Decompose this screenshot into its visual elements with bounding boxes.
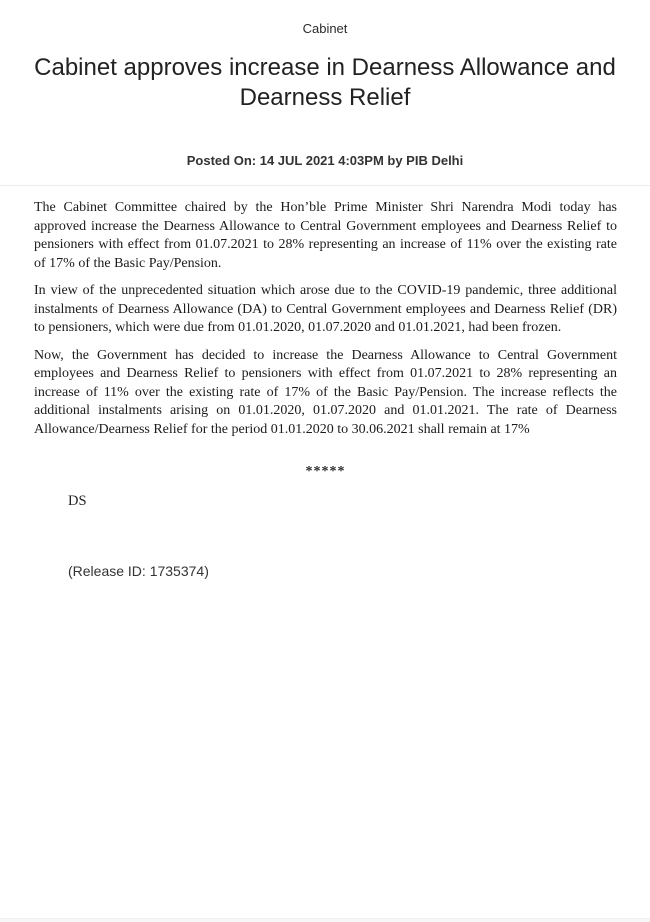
paragraph-3: Now, the Government has decided to increase the Dearness Allowance to Central Government employees and Dearness Relief to pensioners with effect from 01.07.2021 to 28% representing an increase of 11% over the existing rate of 17% of the Basic Pay/Pension. The increase reflects the additional instalments arising on 01.01.2020, 01.07.2020 and 01.01.2021. The rate of Dearness Allowance/Dearness Relief for the period 01.01.2020 to 30.06.2021 shall remain at 17% <box>34 347 617 437</box>
author-initials: DS <box>68 493 87 509</box>
paragraph-2: In view of the unprecedented situation which arose due to the COVID-19 pandemic, three additional instalments of Dearness Allowance (DA) to Central Government employees and Dearness Relief (DR) to pensioners, which were due from 01.01.2020, 01.07.2020 and 01.01.2021, had been frozen. <box>34 283 617 335</box>
ministry-category-label: Cabinet <box>302 21 348 36</box>
paragraph-1: The Cabinet Committee chaired by the Hon’ble Prime Minister Shri Narendra Modi today has approved increase the Dearness Allowance to Central Government employees and Dearness Relief to pensioners with effect from 01.07.2021 to 28% representing an increase of 11% over the existing rate of 17% of the Basic Pay/Pension. <box>34 200 617 271</box>
posted-on-text: Posted On: 14 JUL 2021 4:03PM by PIB Delhi <box>186 153 464 168</box>
page-bottom-edge <box>0 918 650 922</box>
page-title: Cabinet approves increase in Dearness Allowance and Dearness Relief <box>34 54 616 111</box>
press-release-body <box>0 186 650 579</box>
release-id: (Release ID: 1735374) <box>68 563 209 579</box>
end-separator: ***** <box>305 464 346 479</box>
